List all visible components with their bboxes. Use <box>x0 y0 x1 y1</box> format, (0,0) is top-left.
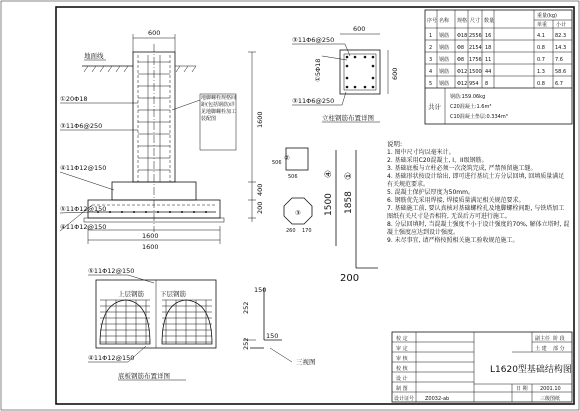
tb-row-1: 审 定 <box>396 346 408 352</box>
plan-upper-label: 上层钢筋 <box>118 290 144 298</box>
schedule-col-subtotal: 小计 <box>556 22 567 28</box>
schedule-cell: 44 <box>485 69 492 75</box>
notes-block <box>387 140 570 326</box>
tb-right-1: 阶 段 <box>553 336 565 342</box>
schedule-cell: 4 <box>429 69 433 75</box>
base-plan-view <box>88 267 216 380</box>
rebar-schedule <box>425 10 572 124</box>
anchor-bolt-note: 地脚螺栓规格间距(包括钢筋)详见地脚螺栓加工装配图 <box>201 95 236 122</box>
schedule-cell: 954 <box>469 81 479 87</box>
elev-dim-base-2: 1600 <box>142 243 159 251</box>
detail-1-label: ① <box>344 171 354 180</box>
detail-1-foot: 200 <box>340 273 360 284</box>
schedule-total-label: 共计 <box>428 103 441 111</box>
note-item: 3. 基础底板与立柱必须一次浇筑完成, 严禁预留施工缝。 <box>387 165 537 172</box>
tb-row-0: 校 定 <box>396 336 408 342</box>
schedule-cell: 18 <box>485 45 492 51</box>
schedule-cell: 6.7 <box>555 81 563 87</box>
schedule-cell: 14.3 <box>555 45 567 51</box>
schedule-col-name: 名称 <box>439 18 450 24</box>
tb-date: 2001.10 <box>540 386 561 392</box>
schedule-cell: 5 <box>429 81 433 87</box>
schedule-cell: 58.6 <box>555 69 567 75</box>
schedule-col-weight: 重量(kg) <box>537 13 557 19</box>
notes-list <box>387 149 570 245</box>
schedule-cell: 2154 <box>469 45 482 51</box>
col-rebar-top: ③11Φ6@250 <box>292 36 335 44</box>
schedule-cell: 3 <box>429 57 433 63</box>
detail-3-dim-a: 260 <box>286 228 296 234</box>
schedule-cell: 16 <box>485 33 492 39</box>
tb-row-3: 校 核 <box>396 366 408 372</box>
detail-3-label: ③ <box>295 209 301 217</box>
note-item: 5. 混凝土保护层厚度为50mm。 <box>387 189 474 196</box>
note-item: 7. 基础施工前, 要认真核对基础螺栓孔及地脚螺栓间距, 与铁塔加工图纸有关尺寸是否相符, 无误后方可进行施工。 <box>387 205 565 220</box>
schedule-cell: 1500 <box>469 69 482 75</box>
schedule-cell: Φ18 <box>457 33 468 39</box>
schedule-cell: 1.3 <box>537 69 545 75</box>
schedule-total-c10: C10混凝土垫层:0.334m³ <box>450 114 508 120</box>
schedule-cell: 2 <box>429 45 433 51</box>
schedule-cell: 钢筋 <box>439 69 450 75</box>
elevation-view <box>60 29 264 251</box>
rebar-label-3: ③11Φ6@250 <box>60 122 103 130</box>
schedule-cell: Φ12 <box>457 81 468 87</box>
detail-4-dim: 1500 <box>324 193 334 216</box>
schedule-col-qty: 数量 <box>484 18 495 24</box>
tb-row-2: 审 核 <box>396 356 408 362</box>
elev-dim-base: 1600 <box>142 232 159 240</box>
col-dim-top: 600 <box>353 25 366 33</box>
schedule-cell: 1756 <box>469 57 482 63</box>
detail-1-dim: 1858 <box>344 191 354 214</box>
schedule-cell: 0.8 <box>537 45 545 51</box>
note-item: 6. 钢筋优先采用焊接, 焊接质量满足相关规范要求。 <box>387 197 525 204</box>
tb-right-2: 土 建 <box>535 346 547 352</box>
note-item: 1. 图中尺寸均以毫米计。 <box>387 149 455 156</box>
detail-5-dim-a: 252 <box>242 301 250 314</box>
schedule-total-c20: C20混凝土:1.6m³ <box>450 104 492 110</box>
rebar-details <box>242 148 378 366</box>
detail-5-dim-c: 252 <box>242 337 250 350</box>
schedule-cell: Φ8 <box>457 45 465 51</box>
schedule-cell: 82.3 <box>555 33 567 39</box>
schedule-cell: 钢筋 <box>439 45 450 51</box>
schedule-col-size: 尺寸 <box>470 18 481 24</box>
schedule-cell: Φ8 <box>457 57 465 63</box>
col-dim-right: 600 <box>391 67 399 80</box>
schedule-cell: 8 <box>485 81 489 87</box>
tb-right-3: 部 分 <box>553 346 565 352</box>
schedule-col-no: 序号 <box>427 18 438 24</box>
schedule-cell: 7.6 <box>555 57 563 63</box>
note-item: 2. 基础采用C20混凝土, I、II级钢筋。 <box>387 157 488 164</box>
tb-row-5: 制 图 <box>396 386 408 392</box>
rebar-label-4b: ④11Φ12@150 <box>60 223 107 231</box>
note-item: 4. 基础形状按设计给出, 即可进行基坑土方分层回填, 回填质量满足有关规范要求。 <box>387 173 565 188</box>
schedule-col-spec: 规格 <box>457 18 468 24</box>
schedule-cell: 钢筋 <box>439 57 450 63</box>
plan-caption: 底板钢筋布置详图 <box>118 372 170 380</box>
tb-scale: 三级图纸 <box>540 396 561 402</box>
schedule-cell: 11 <box>485 57 492 63</box>
plan-lower-label: 下层钢筋 <box>160 290 186 298</box>
schedule-cell: Φ12 <box>457 69 468 75</box>
detail-2-dim-b: 506 <box>288 174 298 180</box>
detail-2-dim-a: 506 <box>272 160 282 166</box>
detail-5-dim-d: 150 <box>266 332 279 340</box>
three-view-label: 三视图 <box>296 358 316 366</box>
ground-line-label: 地面线 <box>84 52 104 60</box>
schedule-cell: 钢筋 <box>439 81 450 87</box>
drawing-title: L1620型基础结构图 <box>490 365 572 375</box>
detail-3-dim-b: 170 <box>302 228 312 234</box>
notes-title: 说明: <box>387 140 403 148</box>
rebar-label-1: ①20Φ18 <box>60 95 88 103</box>
tb-number: Z0032-ab <box>425 396 450 402</box>
elev-dim-400: 400 <box>256 183 264 196</box>
schedule-cell: 4.1 <box>537 33 545 39</box>
elev-dim-top: 600 <box>148 29 161 37</box>
plan-label-top: ⑤11Φ12@150 <box>88 267 135 275</box>
schedule-cell: 0.8 <box>537 81 545 87</box>
col-section-caption: 立柱钢筋布置详图 <box>322 114 374 122</box>
rebar-label-4a: ④11Φ12@150 <box>60 164 107 172</box>
elev-dim-height: 1600 <box>256 111 264 128</box>
tb-date-label: 日 期 <box>516 386 528 392</box>
note-item: 8. 分层回填时, 当混凝土强度不小于设计强度的70%, 解体立塔时, 混凝土强度应达到设计强度。 <box>387 221 570 236</box>
schedule-cell: 0.7 <box>537 57 545 63</box>
elev-dim-200: 200 <box>256 201 264 214</box>
detail-5-dim-b: 150 <box>254 286 267 294</box>
detail-2-label: ② <box>284 154 290 162</box>
schedule-col-unit-weight: 单重 <box>537 22 548 28</box>
tb-row-6: 设计证号 <box>394 396 415 402</box>
detail-4-label: ④ <box>324 169 334 178</box>
note-item: 9. 未尽事宜, 请严格按照相关施工验收规范施工。 <box>387 237 519 244</box>
plan-label-bottom: ④11Φ12@150 <box>88 354 135 362</box>
rebar-label-5: ⑤11Φ12@150 <box>60 205 107 213</box>
tb-right-0: 副主任 <box>535 336 551 342</box>
schedule-total-steel: 钢筋:159.06kg <box>450 94 486 100</box>
tb-row-4: 设 计 <box>396 376 408 382</box>
schedule-cell: 钢筋 <box>439 33 450 39</box>
col-rebar-left: ①5Φ18 <box>314 58 322 82</box>
schedule-cell: 1 <box>429 33 433 39</box>
schedule-cell: 2556 <box>469 33 482 39</box>
col-rebar-bottom: ③11Φ6@250 <box>292 97 335 105</box>
column-section-view <box>292 25 399 122</box>
